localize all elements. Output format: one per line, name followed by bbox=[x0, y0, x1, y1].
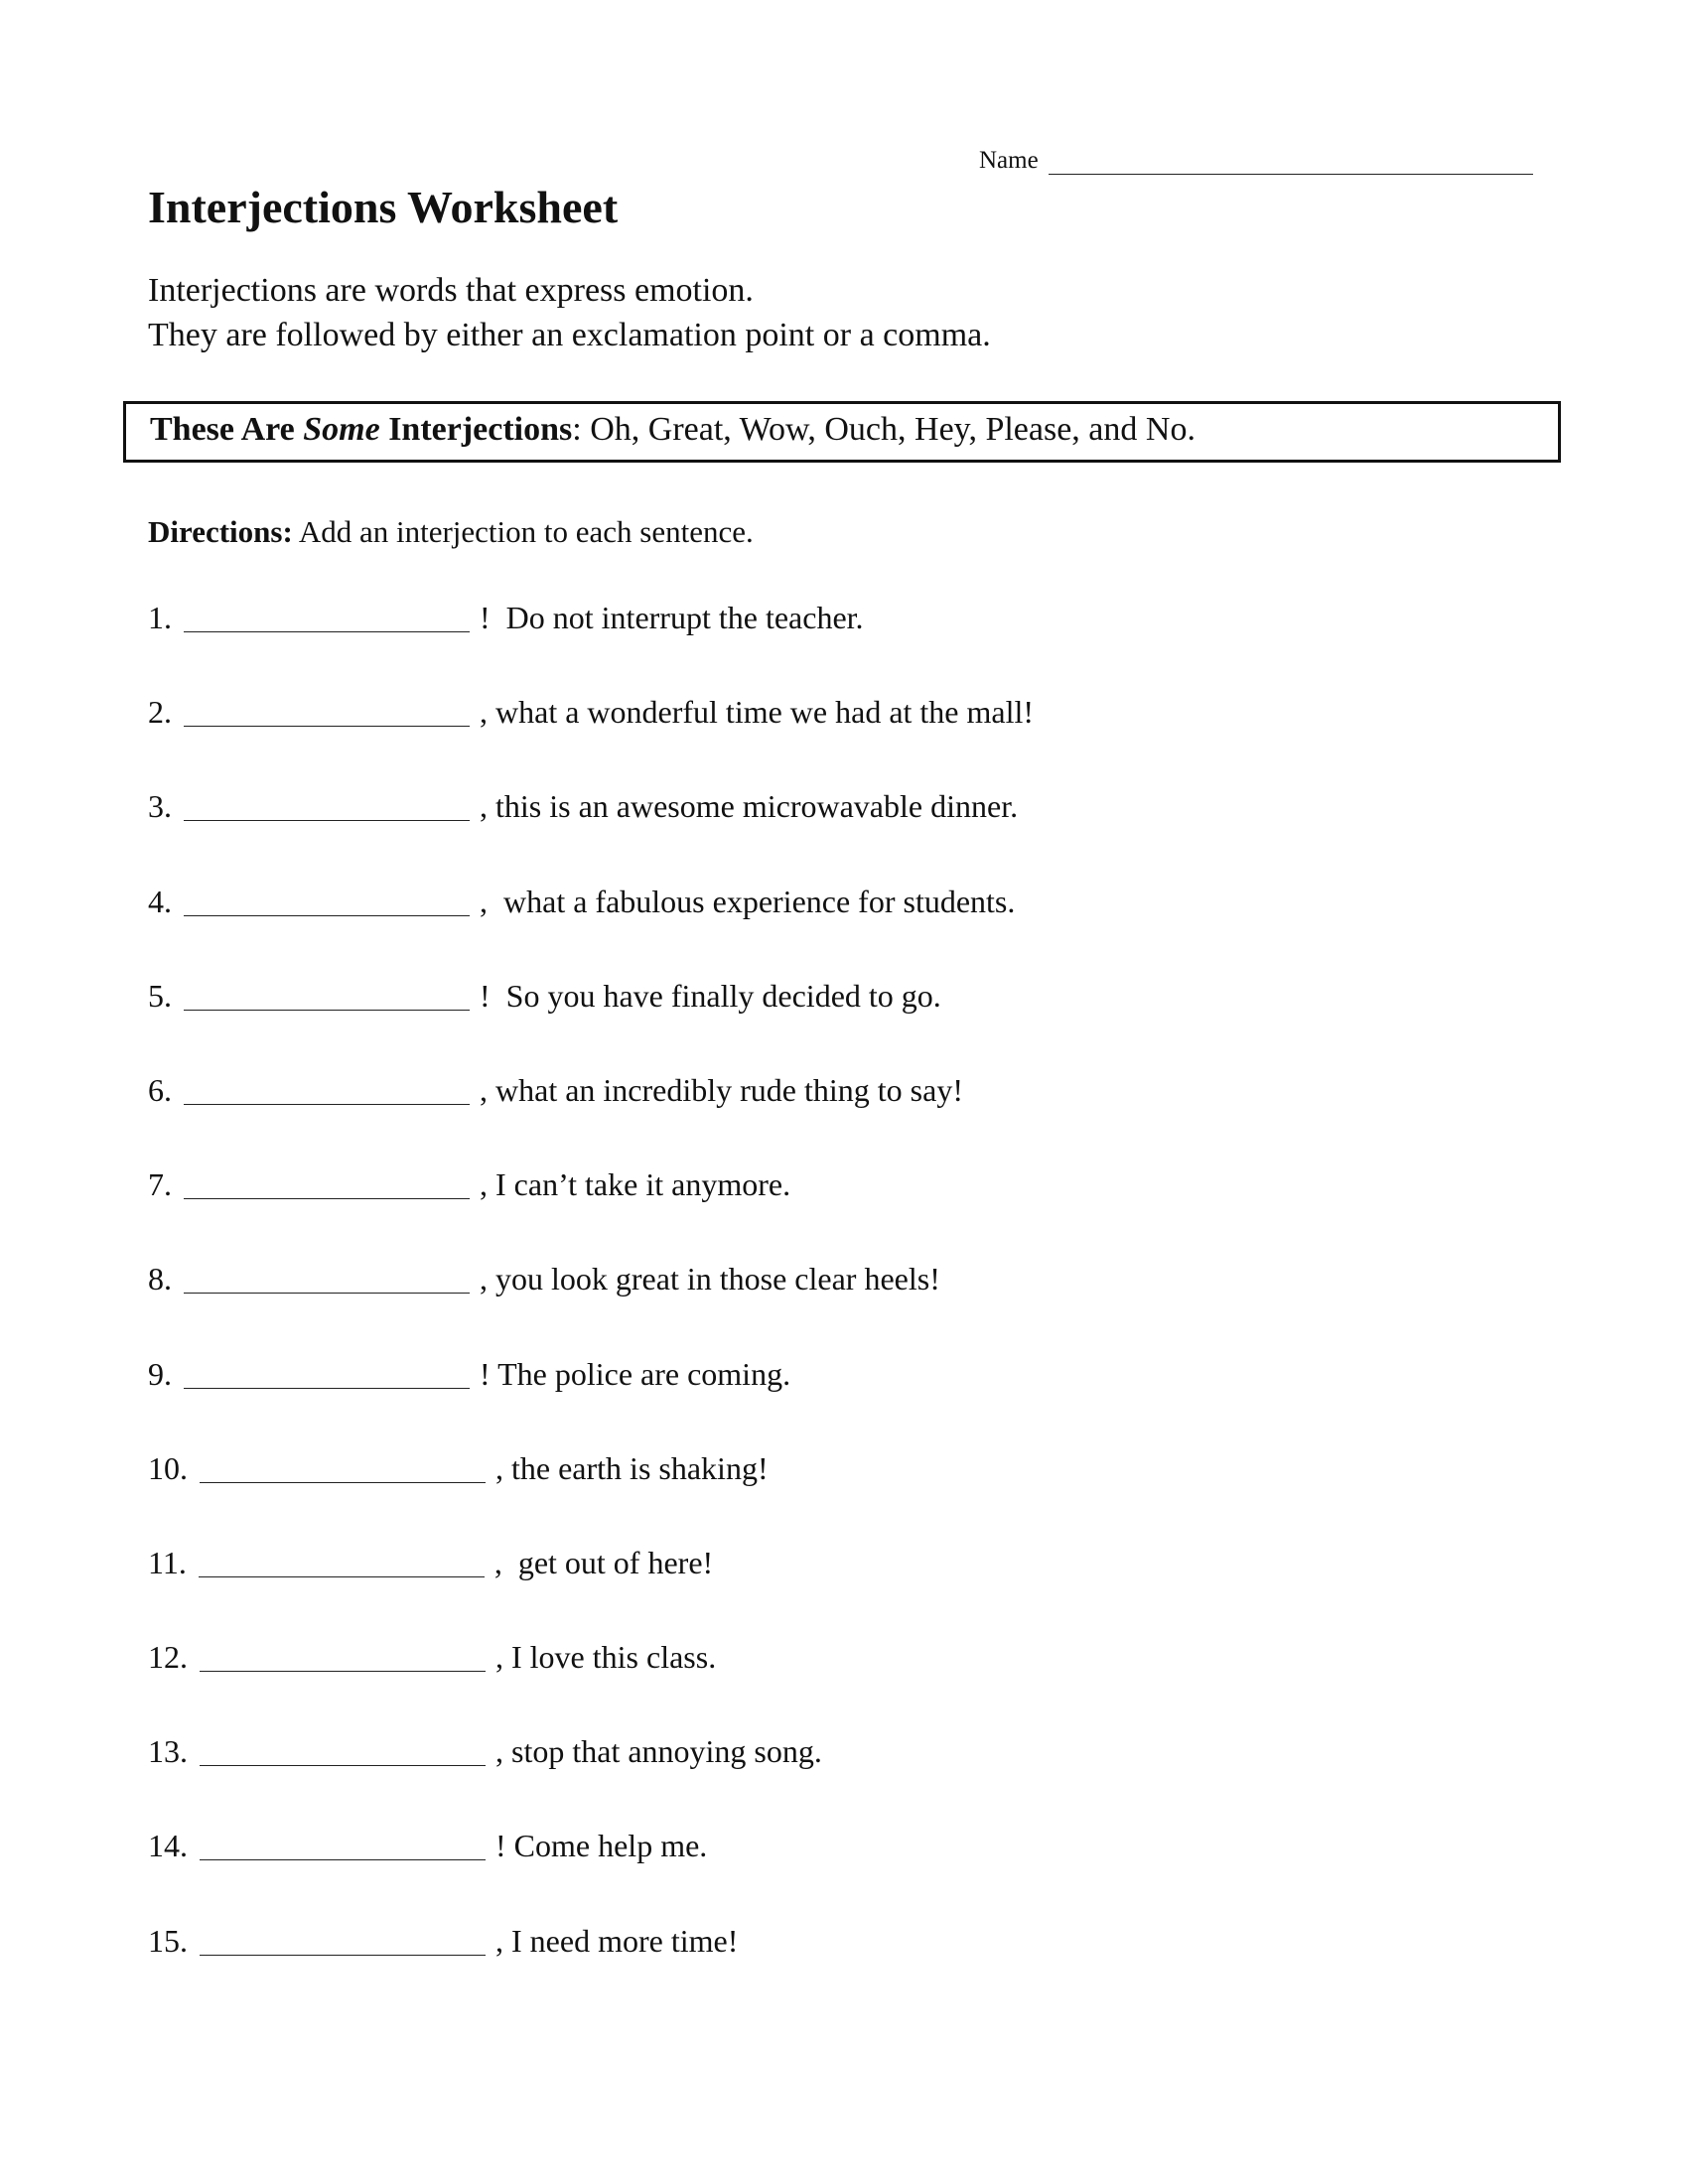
item-number: 2. bbox=[148, 694, 172, 731]
item-number: 3. bbox=[148, 788, 172, 825]
name-field-row bbox=[979, 147, 1533, 175]
item-number: 10. bbox=[148, 1449, 188, 1486]
examples-label-italic: Some bbox=[303, 411, 380, 448]
exercise-item bbox=[148, 1261, 1034, 1355]
exercise-item bbox=[148, 1545, 1034, 1639]
name-label: Name bbox=[979, 147, 1039, 174]
item-sentence: ! Come help me. bbox=[495, 1828, 708, 1864]
item-number: 1. bbox=[148, 600, 172, 635]
exercise-item bbox=[148, 1828, 1034, 1922]
item-sentence: ! So you have finally decided to go. bbox=[480, 977, 941, 1014]
item-number: 13. bbox=[148, 1733, 188, 1770]
item-number: 11. bbox=[148, 1544, 187, 1580]
directions-label: Directions: bbox=[148, 514, 293, 549]
answer-blank[interactable] bbox=[184, 1356, 470, 1389]
intro-line-1: Interjections are words that express emotion. bbox=[148, 272, 754, 309]
item-number: 14. bbox=[148, 1828, 188, 1864]
item-number: 12. bbox=[148, 1639, 188, 1676]
item-sentence: , stop that annoying song. bbox=[495, 1733, 822, 1770]
exercise-item bbox=[148, 1072, 1034, 1166]
directions bbox=[148, 514, 754, 550]
answer-blank[interactable] bbox=[184, 978, 470, 1011]
answer-blank[interactable] bbox=[184, 884, 470, 916]
exercise-item bbox=[148, 788, 1034, 883]
exercise-item bbox=[148, 978, 1034, 1072]
item-number: 8. bbox=[148, 1261, 172, 1297]
examples-label-part1: These Are bbox=[150, 411, 304, 448]
name-input-line[interactable] bbox=[1049, 148, 1533, 175]
exercise-item bbox=[148, 1923, 1034, 2017]
item-number: 4. bbox=[148, 883, 172, 919]
item-sentence: ! The police are coming. bbox=[480, 1355, 791, 1392]
item-number: 7. bbox=[148, 1166, 172, 1203]
exercise-item bbox=[148, 1733, 1034, 1828]
answer-blank[interactable] bbox=[200, 1733, 486, 1766]
item-sentence: , you look great in those clear heels! bbox=[480, 1261, 940, 1297]
item-number: 15. bbox=[148, 1922, 188, 1959]
item-number: 6. bbox=[148, 1071, 172, 1108]
examples-label-part2: Interjections bbox=[379, 411, 573, 448]
answer-blank[interactable] bbox=[184, 1166, 470, 1199]
item-sentence: , what an incredibly rude thing to say! bbox=[480, 1071, 963, 1108]
item-sentence: , what a fabulous experience for students. bbox=[480, 883, 1016, 919]
item-sentence: , get out of here! bbox=[493, 1544, 714, 1580]
answer-blank[interactable] bbox=[184, 1261, 470, 1294]
answer-blank[interactable] bbox=[184, 694, 470, 727]
item-sentence: , I love this class. bbox=[495, 1639, 717, 1676]
page-title: Interjections Worksheet bbox=[148, 182, 619, 232]
item-number: 5. bbox=[148, 977, 172, 1014]
exercise-item bbox=[148, 884, 1034, 978]
examples-box bbox=[123, 401, 1561, 463]
answer-blank[interactable] bbox=[184, 1072, 470, 1105]
examples-list: : Oh, Great, Wow, Ouch, Hey, Please, and No. bbox=[572, 411, 1196, 448]
exercise-item bbox=[148, 694, 1034, 788]
answer-blank[interactable] bbox=[184, 788, 470, 821]
item-sentence: ! Do not interrupt the teacher. bbox=[480, 600, 864, 635]
item-sentence: , what a wonderful time we had at the mall! bbox=[480, 694, 1035, 731]
exercise-item bbox=[148, 600, 1034, 694]
answer-blank[interactable] bbox=[200, 1828, 486, 1860]
exercise-list bbox=[148, 600, 1034, 2017]
intro-line-2: They are followed by either an exclamation point or a comma. bbox=[148, 317, 991, 353]
answer-blank[interactable] bbox=[199, 1545, 485, 1577]
answer-blank[interactable] bbox=[200, 1923, 486, 1956]
item-sentence: , I need more time! bbox=[495, 1922, 739, 1959]
answer-blank[interactable] bbox=[200, 1639, 486, 1672]
answer-blank[interactable] bbox=[200, 1450, 486, 1483]
item-sentence: , this is an awesome microwavable dinner. bbox=[480, 788, 1019, 825]
intro-text bbox=[148, 268, 991, 357]
exercise-item bbox=[148, 1450, 1034, 1545]
item-sentence: , I can’t take it anymore. bbox=[480, 1166, 791, 1203]
directions-text: Add an interjection to each sentence. bbox=[292, 514, 754, 549]
item-sentence: , the earth is shaking! bbox=[495, 1449, 769, 1486]
exercise-item bbox=[148, 1639, 1034, 1733]
item-number: 9. bbox=[148, 1355, 172, 1392]
exercise-item bbox=[148, 1166, 1034, 1261]
exercise-item bbox=[148, 1356, 1034, 1450]
answer-blank[interactable] bbox=[184, 600, 470, 632]
